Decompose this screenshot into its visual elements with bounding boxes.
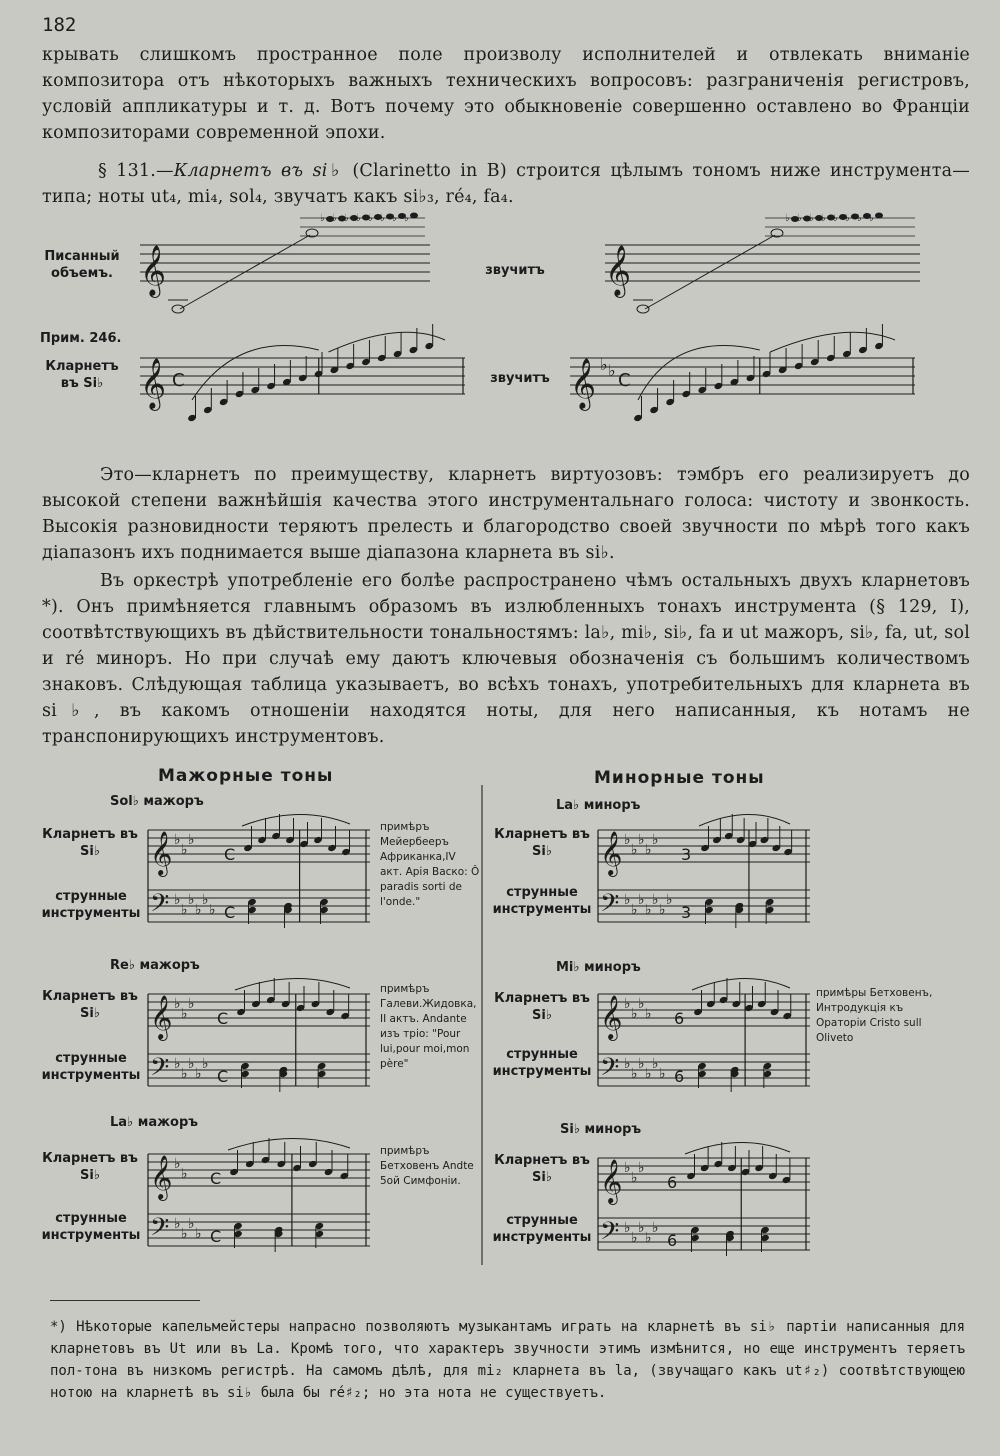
time-signature: 3	[681, 845, 692, 864]
key-signature-flat: ♭	[188, 832, 195, 848]
clarinet-label: Кларнетъ въ Si♭	[42, 989, 138, 1021]
key-label-la-flat-major: La♭ мажоръ	[110, 1115, 199, 1130]
time-signature: 6	[674, 1067, 685, 1086]
flat-sign: ♭	[845, 213, 850, 224]
score-sol-flat-major	[148, 818, 370, 928]
time-signature: C	[618, 370, 631, 391]
key-signature-flat: ♭	[202, 1056, 209, 1072]
whole-note	[637, 305, 649, 313]
section-number: § 131.—	[98, 161, 174, 181]
flat-sign: ♭	[392, 213, 397, 224]
paragraph-orchestra: Въ оркестрѣ употребленіе его болѣе распространено чѣмъ остальныхъ двухъ кларнетовъ *). Онъ примѣняется главнымъ образомъ въ излюбленныхъ тонахъ инструмента (§ 129, I), соотвѣтствующихъ въ дѣйствительности тональностямъ: la♭, mi♭, si♭, fa и ut мажоръ, si♭, fa, ut, sol и ré миноръ. Но при случаѣ ему даютъ ключевыя обозначенія съ большимъ количествомъ знаковъ. Слѣдующая таблица указываетъ, во всѣхъ тонахъ, употребительныхъ для кларнета въ si♭, въ какомъ отношеніи находятся ноты, для него написанныя, къ нотамъ не транспонирующихъ инструментовъ.	[42, 571, 970, 747]
key-signature-flat: ♭	[174, 996, 181, 1012]
key-signature-flat: ♭	[608, 361, 616, 380]
sounding-range-staff	[605, 205, 920, 325]
slur	[685, 1142, 790, 1154]
column-divider	[480, 785, 484, 1265]
bass-clef: 𝄢	[600, 889, 620, 924]
score-re-flat-major	[148, 982, 370, 1092]
key-signature-flat: ♭	[188, 1056, 195, 1072]
time-signature: C	[217, 1067, 229, 1086]
treble-clef: 𝄞	[140, 358, 167, 409]
key-signature-flat: ♭	[631, 1230, 638, 1246]
key-signature-flat: ♭	[209, 902, 216, 918]
treble-clef: 𝄞	[150, 1155, 173, 1199]
flat-sign: ♭	[404, 213, 409, 224]
treble-clef: 𝄞	[600, 831, 623, 875]
key-label-sol-flat-major: Sol♭ мажоръ	[110, 794, 204, 809]
footnote-divider	[50, 1300, 200, 1301]
clarinet-label: Кларнетъ въ Si♭	[42, 1151, 138, 1183]
key-signature-flat: ♭	[652, 892, 659, 908]
key-signature-flat: ♭	[624, 892, 631, 908]
flat-sign: ♭	[368, 213, 373, 224]
key-signature-flat: ♭	[188, 1216, 195, 1232]
treble-clef: 𝄞	[600, 995, 623, 1039]
key-signature-flat: ♭	[638, 892, 645, 908]
flat-sign: ♭	[797, 213, 802, 224]
key-signature-flat: ♭	[188, 996, 195, 1012]
key-signature-flat: ♭	[631, 842, 638, 858]
treble-clef: 𝄞	[150, 995, 173, 1039]
treble-clef: 𝄞	[150, 831, 173, 875]
score-la-flat-minor	[598, 818, 810, 928]
slur	[228, 1138, 350, 1150]
strings-label: струнные инструменты	[492, 1047, 592, 1079]
slur	[329, 332, 446, 352]
key-signature-flat: ♭	[181, 902, 188, 918]
sounds-label-range: звучитъ	[485, 263, 545, 278]
key-signature-flat: ♭	[202, 892, 209, 908]
key-signature-flat: ♭	[652, 832, 659, 848]
key-signature-flat: ♭	[659, 902, 666, 918]
treble-clef: 𝄞	[140, 245, 167, 296]
time-signature: 6	[674, 1009, 685, 1028]
example-note-halevy: примѣръ Галеви.Жидовка, II актъ. Andante изъ тріо: "Pour lui,pour moi,mon père"	[380, 983, 477, 1070]
treble-clef: 𝄞	[570, 358, 597, 409]
key-signature-flat: ♭	[631, 902, 638, 918]
key-signature-flat: ♭	[188, 892, 195, 908]
key-signature-flat: ♭	[638, 832, 645, 848]
time-signature: 3	[681, 903, 692, 922]
flat-sign: ♭	[869, 213, 874, 224]
written-range-label: Писанный объемъ.	[44, 249, 120, 281]
score-si-flat-minor	[598, 1146, 810, 1256]
flat-sign: ♭	[821, 213, 826, 224]
example-246-sounding-staff	[570, 340, 915, 440]
flat-sign: ♭	[356, 213, 361, 224]
strings-label: струнные инструменты	[41, 889, 141, 921]
key-signature-flat: ♭	[181, 842, 188, 858]
key-signature-flat: ♭	[645, 842, 652, 858]
key-signature-flat: ♭	[631, 1006, 638, 1022]
key-signature-flat: ♭	[181, 1066, 188, 1082]
paragraph-virtuoso: Это—кларнетъ по преимуществу, кларнетъ виртуозовъ: тэмбръ его реализируетъ до высокой степени важнѣйшія качества этого инструментальнаго голоса: чистоту и звонкость. Высокія разновидности теряютъ прелесть и благородство своей звучности по мѣрѣ того какъ діапазонъ ихъ поднимается выше діапазона кларнета въ si♭.	[42, 465, 970, 563]
key-signature-flat: ♭	[645, 902, 652, 918]
key-signature-flat: ♭	[631, 1066, 638, 1082]
key-signature-flat: ♭	[645, 1230, 652, 1246]
key-signature-flat: ♭	[645, 1066, 652, 1082]
major-keys-heading: Мажорные тоны	[158, 766, 334, 786]
key-label-re-flat-major: Re♭ мажоръ	[110, 958, 200, 973]
key-signature-flat: ♭	[631, 1170, 638, 1186]
example-note-beethoven-oratorio: примѣры Бетховенъ, Интродукція къ Ораторіи Cristo sull Oliveto	[816, 987, 933, 1044]
key-signature-flat: ♭	[638, 1056, 645, 1072]
key-signature-flat: ♭	[652, 1056, 659, 1072]
written-range-staff	[140, 205, 430, 325]
key-signature-flat: ♭	[624, 832, 631, 848]
bass-clef: 𝄢	[600, 1217, 620, 1252]
key-signature-flat: ♭	[174, 1056, 181, 1072]
key-signature-flat: ♭	[645, 1006, 652, 1022]
sounds-label-example: звучитъ	[490, 371, 550, 386]
bass-clef: 𝄢	[150, 1213, 170, 1248]
key-signature-flat: ♭	[638, 1220, 645, 1236]
example-246-label: Прим. 246.	[40, 331, 122, 346]
example-note-meyerbeer: примѣръ Мейербееръ Африканка,IV акт. Арія Васко: Ô paradis sorti de l'onde."	[380, 821, 480, 908]
slur	[242, 814, 350, 826]
key-signature-flat: ♭	[174, 1216, 181, 1232]
key-signature-flat: ♭	[181, 1166, 188, 1182]
time-signature: C	[172, 370, 185, 391]
footnote: *) Нѣкоторые капельмейстеры напрасно позволяютъ музыкантамъ играть на кларнетѣ въ si♭ партіи написанныя для кларнетовъ въ Ut или въ La. Кромѣ того, что характеръ звучности этимъ измѣнится, но еще инструментъ теряетъ пол-тона въ низкомъ регистрѣ. На самомъ дѣлѣ, для mi₂ кларнета въ la, (звучащаго какъ ut♯₂) соотвѣтствующею нотою на кларнетѣ въ si♭ была бы ré♯₂; но эта нота не существуетъ.	[50, 1319, 965, 1401]
minor-keys-heading: Минорные тоны	[594, 768, 765, 788]
paragraph-intro: крывать слишкомъ пространное поле произволу исполнителей и отвлекать вниманіе композитора отъ нѣкоторыхъ важныхъ техническихъ вопросовъ: разграниченія регистровъ, условій аппликатуры и т. д. Вотъ почему это обыкновеніе совершенно оставлено во Франціи композиторами современной эпохи.	[42, 45, 970, 143]
key-signature-flat: ♭	[181, 1226, 188, 1242]
example-246-written-staff	[140, 340, 465, 440]
page-number: 182	[42, 14, 77, 36]
key-signature-flat: ♭	[652, 1220, 659, 1236]
key-signature-flat: ♭	[659, 1066, 666, 1082]
bass-clef: 𝄢	[600, 1053, 620, 1088]
key-signature-flat: ♭	[600, 355, 608, 374]
key-signature-flat: ♭	[174, 832, 181, 848]
example-246-instrument: Кларнетъ въ Si♭	[45, 359, 119, 391]
key-label-la-flat-minor: La♭ миноръ	[556, 798, 641, 813]
score-la-flat-major	[148, 1142, 370, 1252]
strings-label: струнные инструменты	[492, 1213, 592, 1245]
paragraph-section-131	[42, 158, 970, 210]
treble-clef: 𝄞	[600, 1159, 623, 1203]
flat-sign: ♭	[785, 213, 790, 224]
time-signature: 6	[667, 1173, 678, 1192]
flat-sign: ♭	[833, 213, 838, 224]
key-signature-flat: ♭	[638, 996, 645, 1012]
key-signature-flat: ♭	[181, 1006, 188, 1022]
key-signature-flat: ♭	[624, 1160, 631, 1176]
strings-label: струнные инструменты	[492, 885, 592, 917]
key-signature-flat: ♭	[624, 996, 631, 1012]
example-note-beethoven-5: примѣръ Бетховенъ Andte 5ой Симфоніи.	[380, 1145, 474, 1187]
key-signature-flat: ♭	[195, 1066, 202, 1082]
key-signature-flat: ♭	[174, 892, 181, 908]
slur	[770, 332, 895, 352]
section-text: (Clarinetto in B) строится цѣлымъ тономъ ниже инструмента—типа; ноты ut₄, mi₄, sol₄, звучатъ какъ si♭₃, ré₄, fa₄.	[42, 161, 970, 207]
key-signature-flat: ♭	[624, 1220, 631, 1236]
score-mi-flat-minor	[598, 982, 810, 1092]
key-signature-flat: ♭	[195, 902, 202, 918]
clarinet-label: Кларнетъ въ Si♭	[494, 827, 590, 859]
time-signature: C	[224, 903, 236, 922]
key-signature-flat: ♭	[624, 1056, 631, 1072]
clarinet-label: Кларнетъ въ Si♭	[494, 991, 590, 1023]
strings-label: струнные инструменты	[41, 1051, 141, 1083]
strings-label: струнные инструменты	[41, 1211, 141, 1243]
key-label-mi-flat-minor: Mi♭ миноръ	[556, 960, 641, 975]
time-signature: C	[217, 1009, 229, 1028]
time-signature: C	[224, 845, 236, 864]
bass-clef: 𝄢	[150, 1053, 170, 1088]
flat-sign: ♭	[320, 213, 325, 224]
time-signature: C	[210, 1169, 222, 1188]
flat-sign: ♭	[332, 213, 337, 224]
time-signature: 6	[667, 1231, 678, 1250]
flat-sign: ♭	[380, 213, 385, 224]
section-title: Кларнетъ въ si♭	[173, 161, 344, 181]
slur	[692, 978, 790, 990]
key-signature-flat: ♭	[638, 1160, 645, 1176]
whole-note	[172, 305, 184, 313]
clarinet-label: Кларнетъ въ Si♭	[494, 1153, 590, 1185]
slur	[235, 978, 350, 990]
bass-clef: 𝄢	[150, 889, 170, 924]
key-label-si-flat-minor: Si♭ миноръ	[560, 1122, 642, 1137]
key-signature-flat: ♭	[195, 1226, 202, 1242]
flat-sign: ♭	[857, 213, 862, 224]
key-signature-flat: ♭	[666, 892, 673, 908]
clarinet-label: Кларнетъ въ Si♭	[42, 827, 138, 859]
flat-sign: ♭	[344, 213, 349, 224]
flat-sign: ♭	[809, 213, 814, 224]
key-signature-flat: ♭	[174, 1156, 181, 1172]
time-signature: C	[210, 1227, 222, 1246]
treble-clef: 𝄞	[605, 245, 632, 296]
